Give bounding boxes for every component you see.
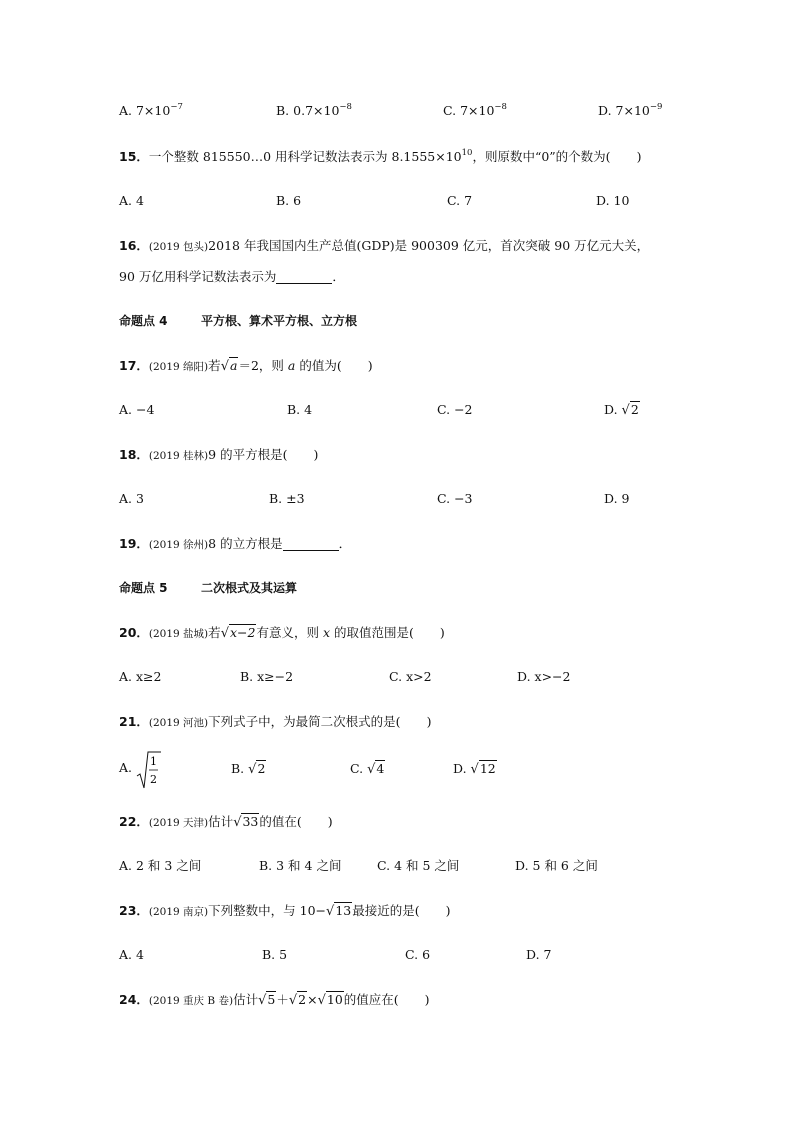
section-5-title: 二次根式及其运算 <box>201 581 298 595</box>
q16-answer-blank[interactable] <box>276 268 332 284</box>
q17-number: 17． <box>119 358 149 373</box>
q19-answer-blank[interactable] <box>283 535 339 551</box>
q22-stem: 22．(2019 天津)估计√33的值在( ) <box>119 810 779 834</box>
q23-option-c[interactable]: C. 6 <box>405 947 431 962</box>
q21-option-a[interactable]: A. <box>119 760 133 775</box>
q21-options <box>0 748 794 794</box>
q18-option-c[interactable]: C. −3 <box>437 491 473 506</box>
q18-stem: 18．(2019 桂林)9 的平方根是( ) <box>119 447 319 462</box>
q15-option-b[interactable]: B. 6 <box>276 193 302 208</box>
q23-option-d[interactable]: D. 7 <box>526 947 552 962</box>
q19-stem: 19．(2019 徐州)8 的立方根是 ． <box>119 536 352 551</box>
q23-option-a[interactable]: A. 4 <box>119 947 144 962</box>
q15-number: 15． <box>119 149 149 164</box>
q18-option-d[interactable]: D. 9 <box>604 491 630 506</box>
q14-option-d[interactable]: D. $7\times 10^{-9}$ <box>598 102 663 118</box>
q14-option-b[interactable]: B. $0.7\times 10^{-8}$ <box>276 102 352 118</box>
q14-option-a[interactable]: A. $7\times 10^{-7}$ <box>119 102 183 118</box>
q24-number: 24． <box>119 992 149 1007</box>
q15-option-a[interactable]: A. 4 <box>119 193 144 208</box>
q21-stem: 21．(2019 河池)下列式子中，为最简二次根式的是( ) <box>119 714 432 729</box>
section-4-label: 命题点 4 <box>119 314 168 328</box>
q17-stem: 17．(2019 绵阳)若√a＝2，则 a 的值为( ) <box>119 354 779 378</box>
q17-options <box>0 398 794 422</box>
q18-option-a[interactable]: A. 3 <box>119 491 144 506</box>
q16-stem-line2: 90 万亿用科学记数法表示为 ． <box>119 269 345 284</box>
q14-options <box>0 99 794 123</box>
q21-option-c[interactable]: C. √4 <box>350 761 385 777</box>
q22-options <box>0 854 794 878</box>
q18-number: 18． <box>119 447 149 462</box>
q21-option-a-radical <box>136 748 162 792</box>
q15-options <box>0 189 794 213</box>
section-4-heading <box>0 309 794 333</box>
q21-option-d[interactable]: D. √12 <box>453 761 496 777</box>
q22-option-c[interactable]: C. 4 和 5 之间 <box>377 858 460 873</box>
q21-a-denominator: 2 <box>150 773 157 786</box>
q22-option-b[interactable]: B. 3 和 4 之间 <box>259 858 342 873</box>
q23-stem: 23．(2019 南京)下列整数中，与 10−√13最接近的是( ) <box>119 899 779 923</box>
q19-number: 19． <box>119 536 149 551</box>
q20-option-c[interactable]: C. x>2 <box>389 669 432 684</box>
q20-option-a[interactable]: A. x≥2 <box>119 669 162 684</box>
q17-option-b[interactable]: B. 4 <box>287 402 313 417</box>
q21-option-b[interactable]: B. √2 <box>231 761 266 777</box>
q17-option-a[interactable]: A. −4 <box>119 402 155 417</box>
section-5-heading <box>0 576 794 600</box>
q23-options <box>0 943 794 967</box>
q22-option-a[interactable]: A. 2 和 3 之间 <box>119 858 202 873</box>
q20-option-d[interactable]: D. x>−2 <box>517 669 571 684</box>
q18-option-b[interactable]: B. ±3 <box>269 491 305 506</box>
q17-option-c[interactable]: C. −2 <box>437 402 473 417</box>
q16-stem-line1: 16．(2019 包头)2018 年我国国内生产总值(GDP)是 900309 亿元，首次突破 90 万亿元大关， <box>119 238 650 253</box>
sqrt-a: √a <box>220 358 238 374</box>
sqrt-10: √10 <box>317 992 343 1008</box>
q18-options <box>0 487 794 511</box>
q16-source: (2019 包头) <box>148 241 209 253</box>
q21-number: 21． <box>119 714 149 729</box>
q15-option-d[interactable]: D. 10 <box>596 193 630 208</box>
section-5-label: 命题点 5 <box>119 581 168 595</box>
sqrt-33: √33 <box>233 814 259 830</box>
q20-options <box>0 665 794 689</box>
q20-option-b[interactable]: B. x≥−2 <box>240 669 294 684</box>
sqrt-x-minus-2: √x−2 <box>220 625 256 641</box>
q22-number: 22． <box>119 814 149 829</box>
q21-a-numerator: 1 <box>150 755 157 768</box>
q22-option-d[interactable]: D. 5 和 6 之间 <box>515 858 598 873</box>
q20-stem: 20．(2019 盐城)若√x−2有意义，则 x 的取值范围是( ) <box>119 621 779 645</box>
q16-number: 16． <box>119 238 149 253</box>
sqrt-13: √13 <box>326 903 352 919</box>
q23-number: 23． <box>119 903 149 918</box>
q15-option-c[interactable]: C. 7 <box>447 193 473 208</box>
sqrt-5: √5 <box>258 992 276 1008</box>
q15-stem: 15．一个整数 815550…0 用科学记数法表示为 $8.1555\times 10^{10}$，则原数中“0”的个数为( ) <box>119 148 642 164</box>
q20-number: 20． <box>119 625 149 640</box>
q14-option-c[interactable]: C. $7\times 10^{-8}$ <box>443 102 507 118</box>
q17-option-d[interactable]: D. √2 <box>604 402 639 418</box>
sqrt-2: √2 <box>288 992 307 1008</box>
q24-stem: 24．(2019 重庆 B 卷)估计√5＋√2×√10的值应在( ) <box>119 988 779 1012</box>
q23-option-b[interactable]: B. 5 <box>262 947 288 962</box>
section-4-title: 平方根、算术平方根、立方根 <box>201 314 358 328</box>
